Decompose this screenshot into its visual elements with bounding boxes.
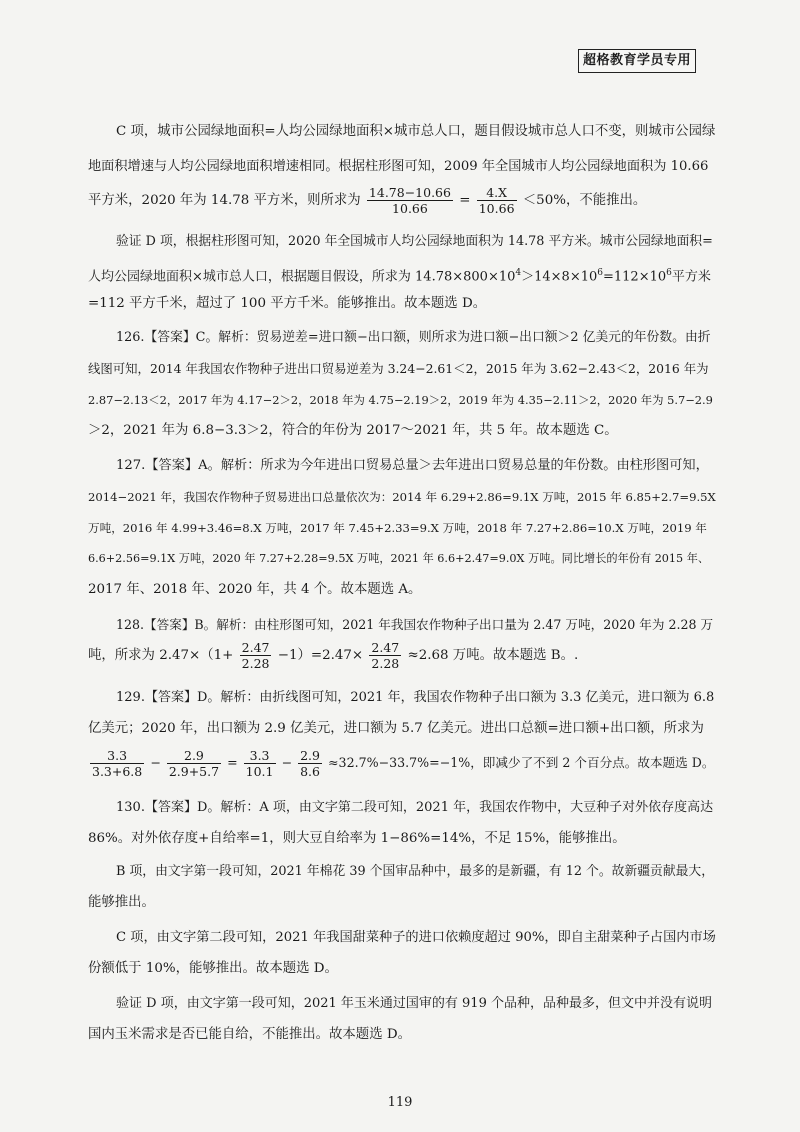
text-fragment: ＜50%，不能推出。	[522, 193, 647, 208]
text-fragment: ＞14×8×10	[521, 269, 598, 285]
text-line: C 项，城市公园绿地面积=人均公园绿地面积×城市总人口，题目假设城市总人口不变，则城市公园绿	[116, 124, 716, 139]
text-line: 地面积增速与人均公园绿地面积增速相同。根据柱形图可知，2009 年全国城市人均公园绿地面积为 10.66	[88, 159, 709, 174]
text-line: =112 平方千米，超过了 100 平方千米。能够推出。故本题选 D。	[88, 296, 487, 311]
fraction	[244, 748, 276, 779]
text-fragment: 平方米	[671, 269, 711, 285]
formula-line	[88, 185, 646, 216]
text-line: C 项，由文字第二段可知，2021 年我国甜菜种子的进口依赖度超过 90%，即自主甜菜种子占国内市场	[116, 930, 716, 945]
fraction-numerator: 14.78−10.66	[368, 185, 451, 200]
fraction-numerator: 2.47	[371, 640, 400, 655]
fraction-denominator: 2.28	[241, 656, 270, 671]
minus-sign: −	[150, 755, 161, 770]
fraction	[90, 748, 144, 779]
text-line: 127.【答案】A。解析：所求为今年进出口贸易总量＞去年进出口贸易总量的年份数。由柱形图可知，	[116, 458, 709, 473]
text-line: B 项，由文字第一段可知，2021 年棉花 39 个国审品种中，最多的是新疆，有 12 个。故新疆贡献最大，	[116, 864, 715, 879]
text-line: 线图可知，2014 年我国农作物种子进出口贸易逆差为 3.24−2.61＜2，2015 年为 3.62−2.43＜2，2016 年为	[88, 361, 709, 376]
exclusive-use-stamp: 超格教育学员专用	[578, 49, 696, 73]
text-fragment: 吨，所求为 2.47×（1+	[88, 648, 234, 663]
equals-sign: =	[459, 193, 471, 208]
text-line: 亿美元；2020 年，出口额为 2.9 亿美元，进口额为 5.7 亿美元。进出口总额=进口额+出口额，所求为	[88, 721, 704, 736]
text-line: ＞2，2021 年为 6.8−3.3＞2，符合的年份为 2017～2021 年，共 5 年。故本题选 C。	[88, 423, 618, 438]
fraction-denominator: 10.66	[392, 201, 428, 216]
text-line: 86%。对外依存度+自给率=1，则大豆自给率为 1−86%=14%，不足 15%，能够推出。	[88, 831, 626, 846]
text-fragment: =112×10	[603, 269, 667, 285]
formula-line	[88, 263, 711, 287]
text-line: 126.【答案】C。解析：贸易逆差=进口额−出口额，则所求为进口额−出口额＞2 亿美元的年份数。由折	[116, 330, 711, 345]
fraction-numerator: 3.3	[244, 748, 276, 764]
exponent: 6	[597, 268, 603, 278]
text-line: 2.87−2.13＜2，2017 年为 4.17−2＞2，2018 年为 4.75−2.19＞2，2019 年为 4.35−2.11＞2，2020 年为 5.7−2.9	[88, 393, 713, 407]
exponent: 4	[515, 268, 522, 278]
fraction	[477, 185, 517, 216]
fraction-denominator: 10.66	[478, 201, 515, 216]
text-fragment: ≈32.7%−33.7%=−1%，即减少了不到 2 个百分点。故本题选 D。	[328, 755, 715, 770]
fraction-numerator: 3.3	[90, 748, 144, 764]
fraction	[369, 640, 401, 671]
text-line: 份额低于 10%，能够推出。故本题选 D。	[88, 961, 338, 976]
fraction-numerator: 2.9	[300, 748, 320, 763]
minus-sign: −	[281, 755, 293, 770]
fraction-denominator: 8.6	[300, 764, 320, 779]
equals-sign: =	[227, 755, 238, 770]
fraction-numerator: 2.9	[167, 748, 221, 764]
text-line: 验证 D 项，根据柱形图可知，2020 年全国城市人均公园绿地面积为 14.78 平方米。城市公园绿地面积=	[116, 234, 713, 249]
fraction-denominator: 2.9+5.7	[168, 764, 220, 779]
formula-line	[88, 748, 714, 779]
fraction-denominator: 10.1	[245, 764, 274, 779]
fraction	[167, 748, 221, 779]
text-line: 能够推出。	[88, 895, 155, 910]
text-line: 国内玉米需求是否已能自给，不能推出。故本题选 D。	[88, 1027, 411, 1042]
fraction-denominator: 3.3+6.8	[92, 764, 143, 779]
text-fragment: −1）=2.47×	[277, 648, 364, 663]
fraction	[240, 640, 272, 671]
fraction	[367, 185, 453, 216]
text-fragment: ≈2.68 万吨。故本题选 B。.	[407, 648, 579, 663]
text-line: 2014−2021 年，我国农作物种子贸易进出口总量依次为：2014 年 6.29+2.86=9.1X 万吨，2015 年 6.85+2.7=9.5X	[88, 490, 716, 504]
text-line: 万吨，2016 年 4.99+3.46=8.X 万吨，2017 年 7.45+2.33=9.X 万吨，2018 年 7.27+2.86=10.X 万吨，2019 年	[88, 521, 707, 535]
text-line: 128.【答案】B。解析：由柱形图可知，2021 年我国农作物种子出口量为 2.47 万吨，2020 年为 2.28 万	[116, 617, 714, 632]
fraction	[298, 748, 322, 779]
fraction-denominator: 2.28	[371, 656, 400, 671]
page-number: 119	[387, 1095, 413, 1110]
fraction-numerator: 2.47	[241, 640, 270, 655]
text-fragment: 平方米，2020 年为 14.78 平方米，则所求为	[88, 193, 361, 208]
text-fragment: 人均公园绿地面积×城市总人口，根据题目假设，所求为 14.78×800×10	[88, 269, 516, 285]
text-line: 130.【答案】D。解析：A 项，由文字第二段可知，2021 年，我国农作物中，大豆种子对外依存度高达	[116, 800, 714, 815]
text-line: 6.6+2.56=9.1X 万吨，2020 年 7.27+2.28=9.5X 万吨，2021 年 6.6+2.47=9.0X 万吨。同比增长的年份有 2015 年、	[88, 552, 710, 565]
formula-line	[88, 640, 578, 671]
exponent: 6	[666, 268, 672, 278]
text-line: 129.【答案】D。解析：由折线图可知，2021 年，我国农作物种子出口额为 3.3 亿美元，进口额为 6.8	[116, 690, 715, 705]
text-line: 2017 年、2018 年、2020 年，共 4 个。故本题选 A。	[88, 582, 422, 597]
text-line: 验证 D 项，由文字第一段可知，2021 年玉米通过国审的有 919 个品种，品种最多，但文中并没有说明	[116, 996, 712, 1011]
fraction-numerator: 4.X	[477, 185, 517, 201]
